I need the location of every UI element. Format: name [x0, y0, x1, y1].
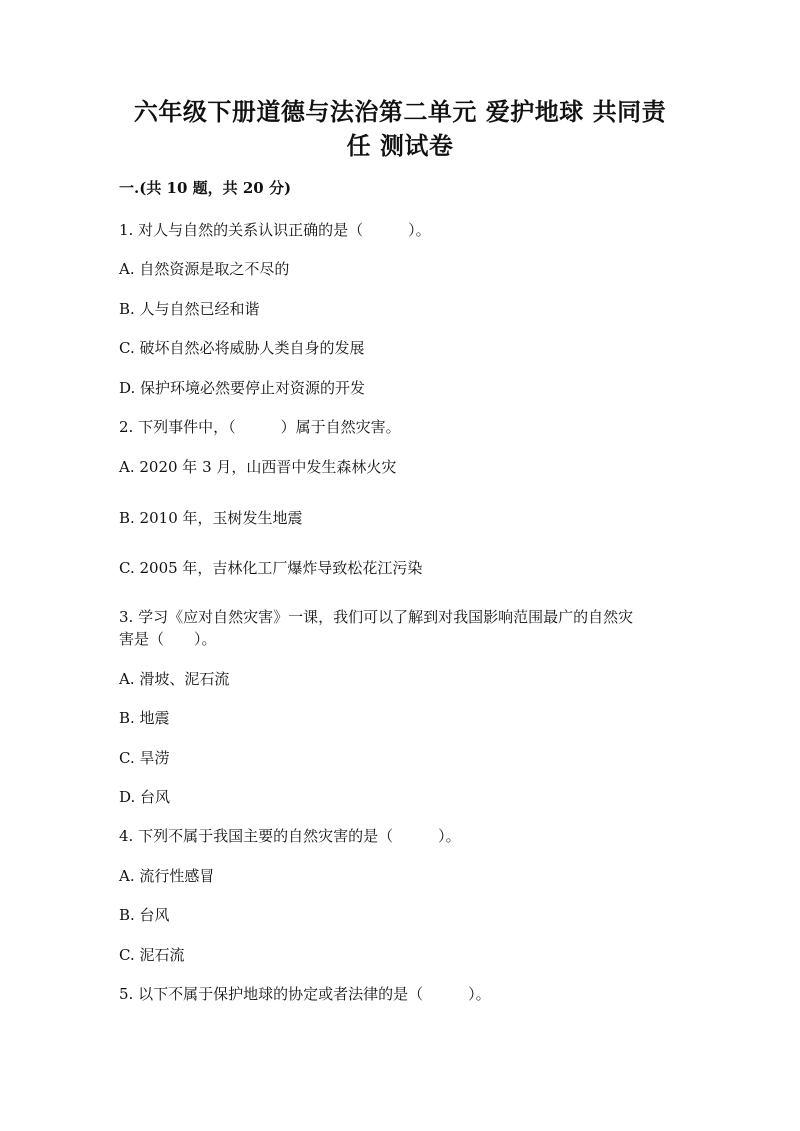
- question-2-option-c: C. 2005 年，吉林化工厂爆炸导致松花江污染: [119, 559, 423, 577]
- question-1-option-a: A. 自然资源是取之不尽的: [119, 260, 290, 278]
- question-1-option-c: C. 破坏自然必将威胁人类自身的发展: [119, 339, 365, 357]
- question-1-stem: 1. 对人与自然的关系认识正确的是（ ）。: [119, 221, 431, 239]
- question-2-option-a: A. 2020 年 3 月，山西晋中发生森林火灾: [119, 458, 397, 476]
- question-3-option-c: C. 旱涝: [119, 749, 170, 767]
- question-3-stem-line-1: 3. 学习《应对自然灾害》一课，我们可以了解到对我国影响范围最广的自然灾: [119, 608, 634, 626]
- question-3-option-d: D. 台风: [119, 788, 171, 806]
- question-5-stem: 5. 以下不属于保护地球的协定或者法律的是（ ）。: [119, 985, 491, 1003]
- document-title: [120, 95, 680, 163]
- title-line-2: 任 测试卷: [346, 131, 454, 160]
- title-line-1: 六年级下册道德与法治第二单元 爱护地球 共同责: [133, 97, 667, 126]
- section-heading: 一.(共 10 题，共 20 分): [119, 179, 292, 197]
- question-4-stem: 4. 下列不属于我国主要的自然灾害的是（ ）。: [119, 827, 461, 845]
- question-2-option-b: B. 2010 年，玉树发生地震: [119, 509, 303, 527]
- question-4-option-c: C. 泥石流: [119, 946, 185, 964]
- question-1-option-b: B. 人与自然已经和谐: [119, 300, 260, 318]
- question-3-option-a: A. 滑坡、泥石流: [119, 670, 230, 688]
- question-3-option-b: B. 地震: [119, 709, 170, 727]
- question-4-option-a: A. 流行性感冒: [119, 867, 215, 885]
- question-4-option-b: B. 台风: [119, 906, 170, 924]
- question-2-stem: 2. 下列事件中，（ ）属于自然灾害。: [119, 418, 401, 436]
- question-3-stem-line-2: 害是（ ）。: [119, 630, 217, 648]
- question-1-option-d: D. 保护环境必然要停止对资源的开发: [119, 379, 366, 397]
